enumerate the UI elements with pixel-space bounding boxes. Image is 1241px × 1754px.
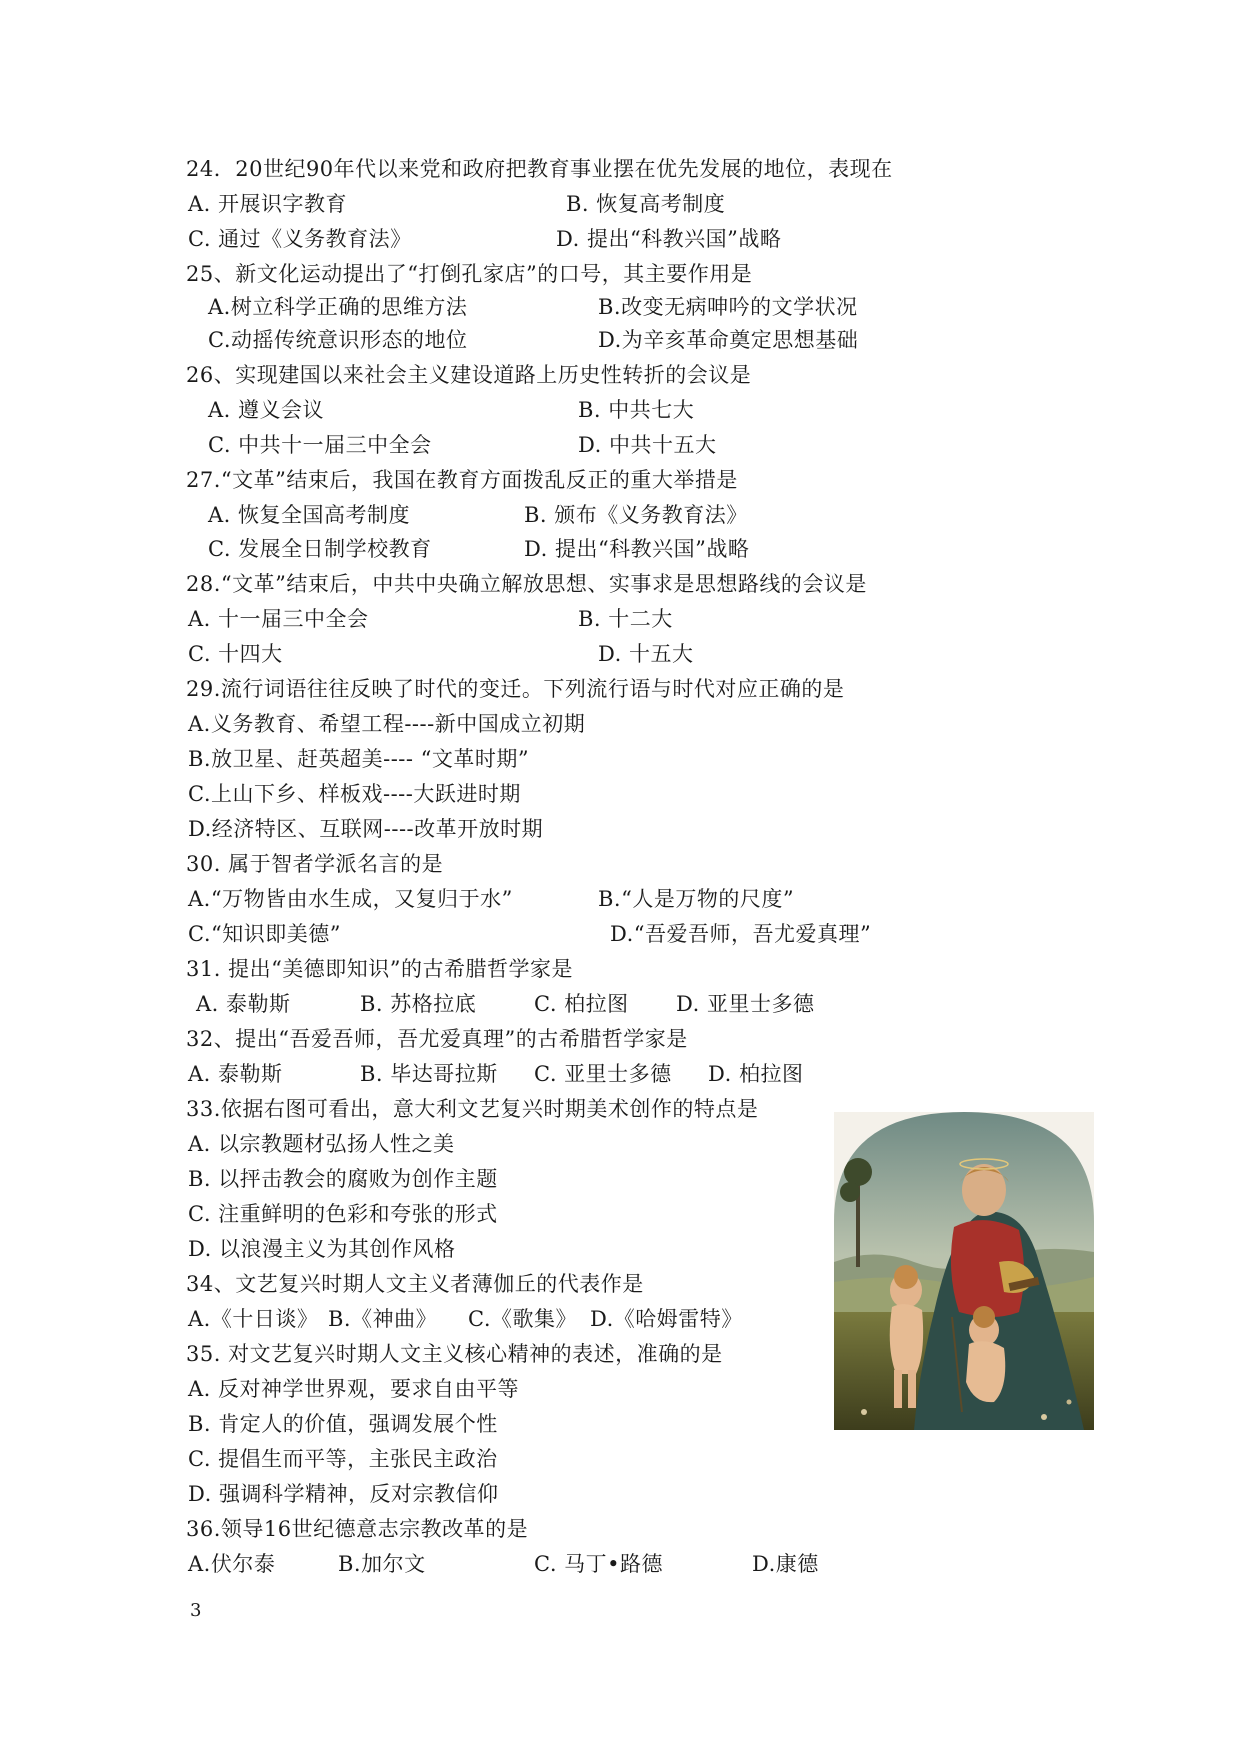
question-36-option-c: C. 马丁•路德	[534, 1552, 664, 1576]
question-28-option-d: D. 十五大	[598, 642, 694, 666]
question-27-option-b: B. 颁布《义务教育法》	[524, 503, 748, 527]
question-34-option-d: D.《哈姆雷特》	[590, 1307, 743, 1331]
question-30-stem: 30. 属于智者学派名言的是	[186, 852, 444, 876]
question-25-option-a: A.树立科学正确的思维方法	[208, 295, 468, 319]
question-26-option-b: B. 中共七大	[578, 398, 695, 422]
question-32-stem: 32、提出“吾爱吾师，吾尤爱真理”的古希腊哲学家是	[186, 1027, 688, 1051]
question-36-option-d: D.康德	[752, 1552, 819, 1576]
question-35-option-a: A. 反对神学世界观，要求自由平等	[188, 1377, 520, 1401]
question-25-option-b: B.改变无病呻吟的文学状况	[598, 295, 858, 319]
question-29-option-c: C.上山下乡、样板戏----大跃进时期	[188, 782, 521, 806]
question-24-option-b: B. 恢复高考制度	[566, 192, 726, 216]
question-25-stem: 25、新文化运动提出了“打倒孔家店”的口号，其主要作用是	[186, 262, 753, 286]
question-33-stem: 33.依据右图可看出，意大利文艺复兴时期美术创作的特点是	[186, 1097, 759, 1121]
question-26-stem: 26、实现建国以来社会主义建设道路上历史性转折的会议是	[186, 363, 752, 387]
question-27-stem: 27.“文革”结束后，我国在教育方面拨乱反正的重大举措是	[186, 468, 738, 492]
question-33-option-b: B. 以抨击教会的腐败为创作主题	[188, 1167, 498, 1191]
question-24-option-d: D. 提出“科教兴国”战略	[556, 227, 782, 251]
question-30-option-d: D.“吾爱吾师，吾尤爱真理”	[610, 922, 872, 946]
question-32-option-c: C. 亚里士多德	[534, 1062, 672, 1086]
question-35-option-c: C. 提倡生而平等，主张民主政治	[188, 1447, 498, 1471]
question-26-option-a: A. 遵义会议	[208, 398, 325, 422]
question-33-option-d: D. 以浪漫主义为其创作风格	[188, 1237, 456, 1261]
question-31-stem: 31. 提出“美德即知识”的古希腊哲学家是	[186, 957, 574, 981]
question-29-option-d: D.经济特区、互联网----改革开放时期	[188, 817, 544, 841]
question-27-option-a: A. 恢复全国高考制度	[208, 503, 411, 527]
madonna-painting	[834, 1112, 1094, 1430]
question-26-option-d: D. 中共十五大	[578, 433, 717, 457]
question-32-option-d: D. 柏拉图	[708, 1062, 804, 1086]
question-28-stem: 28.“文革”结束后，中共中央确立解放思想、实事求是思想路线的会议是	[186, 572, 867, 596]
question-33-option-c: C. 注重鲜明的色彩和夸张的形式	[188, 1202, 498, 1226]
question-30-option-a: A.“万物皆由水生成，又复归于水”	[188, 887, 513, 911]
question-31-option-b: B. 苏格拉底	[360, 992, 477, 1016]
question-35-option-b: B. 肯定人的价值，强调发展个性	[188, 1412, 498, 1436]
question-34-stem: 34、文艺复兴时期人文主义者薄伽丘的代表作是	[186, 1272, 644, 1296]
question-27-option-c: C. 发展全日制学校教育	[208, 537, 432, 561]
question-29-option-b: B.放卫星、赶英超美---- “文革时期”	[188, 747, 530, 771]
page-number: 3	[190, 1600, 202, 1621]
question-34-option-a: A.《十日谈》	[188, 1307, 319, 1331]
question-29-stem: 29.流行词语往往反映了时代的变迁。下列流行语与时代对应正确的是	[186, 677, 845, 701]
question-25-option-c: C.动摇传统意识形态的地位	[208, 328, 468, 352]
question-26-option-c: C. 中共十一届三中全会	[208, 433, 432, 457]
question-32-option-a: A. 泰勒斯	[188, 1062, 283, 1086]
question-34-option-b: B.《神曲》	[328, 1307, 438, 1331]
question-32-option-b: B. 毕达哥拉斯	[360, 1062, 498, 1086]
question-27-option-d: D. 提出“科教兴国”战略	[524, 537, 750, 561]
question-31-option-d: D. 亚里士多德	[676, 992, 815, 1016]
question-28-option-b: B. 十二大	[578, 607, 673, 631]
question-35-option-d: D. 强调科学精神，反对宗教信仰	[188, 1482, 499, 1506]
question-30-option-b: B.“人是万物的尺度”	[598, 887, 795, 911]
question-28-option-c: C. 十四大	[188, 642, 283, 666]
question-33-option-a: A. 以宗教题材弘扬人性之美	[188, 1132, 455, 1156]
question-25-option-d: D.为辛亥革命奠定思想基础	[598, 328, 859, 352]
question-36-option-b: B.加尔文	[338, 1552, 426, 1576]
question-35-stem: 35. 对文艺复兴时期人文主义核心精神的表述，准确的是	[186, 1342, 723, 1366]
question-29-option-a: A.义务教育、希望工程----新中国成立初期	[188, 712, 586, 736]
question-28-option-a: A. 十一届三中全会	[188, 607, 369, 631]
question-24-option-a: A. 开展识字教育	[188, 192, 348, 216]
question-34-option-c: C.《歌集》	[468, 1307, 577, 1331]
question-24-stem: 24．20世纪90年代以来党和政府把教育事业摆在优先发展的地位，表现在	[186, 157, 893, 181]
question-30-option-c: C.“知识即美德”	[188, 922, 341, 946]
question-36-stem: 36.领导16世纪德意志宗教改革的是	[186, 1517, 529, 1541]
question-36-option-a: A.伏尔泰	[188, 1552, 276, 1576]
question-31-option-c: C. 柏拉图	[534, 992, 629, 1016]
question-24-option-c: C. 通过《义务教育法》	[188, 227, 412, 251]
question-31-option-a: A. 泰勒斯	[196, 992, 291, 1016]
